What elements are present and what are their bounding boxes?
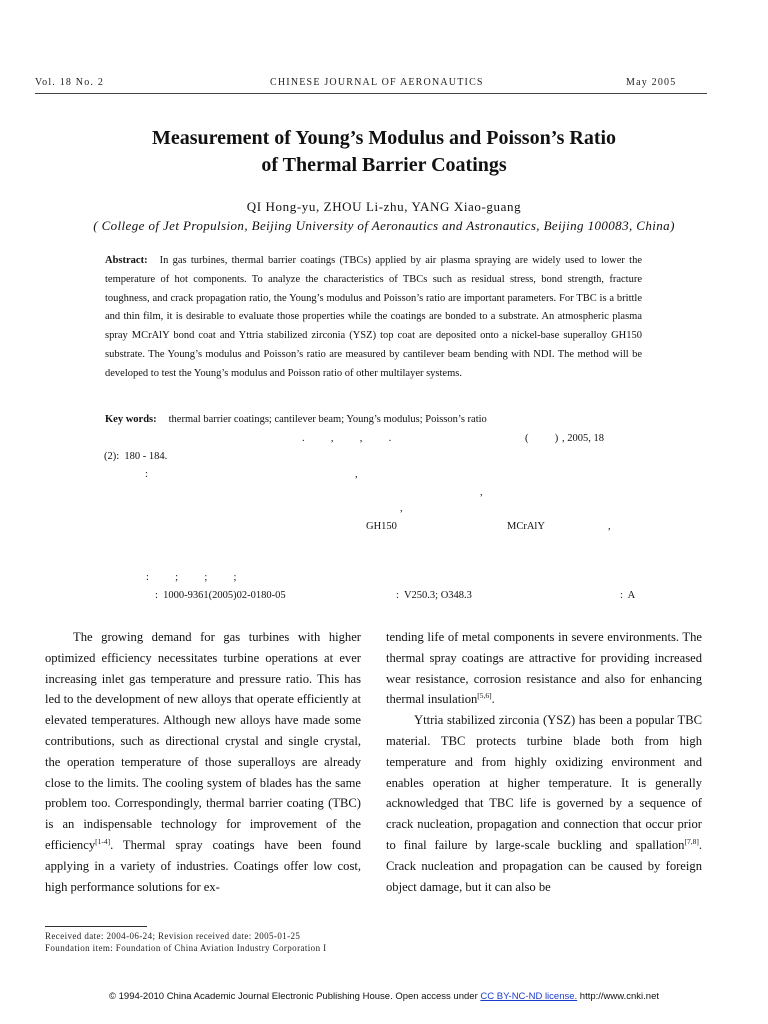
abstract-label: Abstract:: [105, 255, 148, 266]
journal-name: CHINESE JOURNAL OF AERONAUTICS: [270, 77, 484, 88]
document-code: : A: [620, 590, 636, 601]
paragraph-text: Yttria stabilized zirconia (YSZ) has been a popular TBC material. TBC protects turbine blade both from high temperature and from highly oxidizing environment and enables operation at higher temperature. It is generally acknowledged that TBC life is governed by a sequence of crack nucleation, propagation and connection that occur prior to final failure by large-scale buckling and spallation: [386, 713, 702, 852]
keywords-label: Key words:: [105, 414, 157, 425]
paragraph-text: tending life of metal components in severe environments. The thermal spray coatings are attractive for providing increased wear resistance, corrosion resistance and also for enhancing thermal insulation: [386, 630, 702, 707]
cn-abstract-colon: :: [145, 469, 148, 480]
paragraph-text: .: [491, 692, 495, 707]
citation-ref: [1-4]: [95, 836, 111, 846]
citation-issue-pages: (2): 180 - 184.: [104, 451, 168, 462]
cn-comma-3: ,: [400, 503, 403, 514]
cn-comma-4: ,: [608, 521, 611, 532]
citation-ref: [5,6]: [477, 691, 492, 701]
citation-separators: . , , .: [302, 433, 392, 444]
body-left-column: [45, 627, 361, 897]
cn-comma-1: ,: [355, 469, 358, 480]
issn-article-id: : 1000-9361(2005)02-0180-05: [155, 590, 286, 601]
keywords: [105, 414, 665, 425]
paragraph: [386, 627, 702, 710]
footnote-rule: [45, 926, 147, 927]
abstract-text: In gas turbines, thermal barrier coatings (TBCs) applied by air plasma spraying are widely used to lower the temperature of hot components. To analyze the characteristics of TBCs such as residual stress, bond strength, fracture toughness, and crack propagation ratio, the Young’s modulus and Poisson’s ratio are important parameters. For TBC is a brittle and thin film, it is desirable to evaluate those properties while the coatings are bonded to a substrate. An atmospheric plasma spray MCrAlY bond coat and Yttria stabilized zirconia (YSZ) top coat are deposited onto a nickel-base superalloy GH150 substrate. The Young’s modulus and Poisson’s ratio are measured by cantilever beam bending with NDI. The method will be developed to test the Young’s modulus and Poisson ratio of other multilayer systems.: [105, 255, 642, 379]
issue-date: May 2005: [626, 77, 677, 88]
affiliation: ( College of Jet Propulsion, Beijing University of Aeronautics and Astronautics, Beijing 100083, China): [93, 218, 675, 233]
paragraph-text: . Thermal spray coatings have been found applying in a variety of industries. Coatings offer low cost, high performance solutions for ex-: [45, 837, 361, 894]
license-link[interactable]: CC BY-NC-ND license.: [480, 991, 578, 1002]
copyright-footer: [0, 991, 768, 1002]
paragraph: [45, 627, 361, 897]
author-list: QI Hong-yu, ZHOU Li-zhu, YANG Xiao-guang: [246, 199, 522, 214]
cn-keyword-separators: : ; ; ;: [146, 572, 237, 583]
paper-title-line-1: Measurement of Young’s Modulus and Poisson’s Ratio: [151, 127, 617, 149]
foundation-item: Foundation item: Foundation of China Aviation Industry Corporation I: [45, 943, 327, 953]
copyright-text: © 1994-2010 China Academic Journal Electronic Publishing House. Open access under: [108, 991, 481, 1002]
citation-paren: ( ): [525, 433, 559, 444]
paragraph-text: The growing demand for gas turbines with higher optimized efficiency necessitates turbine operations at ever increasing inlet gas temperature and pressure ratio. This has led to the development of new alloys that operate efficiently at elevated temperatures. Although new alloys have made some contributions, such as directional crystal and single crystal, the operation temperature of those superalloys are already close to the limits. The cooling system of blades has the same problem too. Correspondingly, thermal barrier coating (TBC) is an indispensable technology for improvement of the efficiency: [45, 630, 361, 852]
body-right-column: [386, 627, 702, 897]
paper-title-line-2: of Thermal Barrier Coatings: [261, 154, 507, 176]
volume-issue: Vol. 18 No. 2: [35, 77, 105, 88]
abstract: [105, 252, 642, 384]
cn-mcraly: MCrAlY: [507, 521, 545, 532]
paragraph-text: . Crack nucleation and propagation can be caused by foreign object damage, but it can also be: [386, 837, 702, 894]
cn-gh150: GH150: [366, 521, 397, 532]
site-url: http://www.cnki.net: [577, 991, 659, 1002]
cn-comma-2: ,: [480, 487, 483, 498]
received-dates: Received date: 2004-06-24; Revision received date: 2005-01-25: [45, 931, 301, 941]
keywords-text: thermal barrier coatings; cantilever beam; Young’s modulus; Poisson’s ratio: [168, 414, 487, 425]
citation-year-volume: , 2005, 18: [562, 433, 604, 444]
paragraph: [386, 710, 702, 897]
clc-number: : V250.3; O348.3: [396, 590, 472, 601]
header-rule: [35, 93, 707, 94]
citation-ref: [7,8]: [684, 836, 699, 846]
